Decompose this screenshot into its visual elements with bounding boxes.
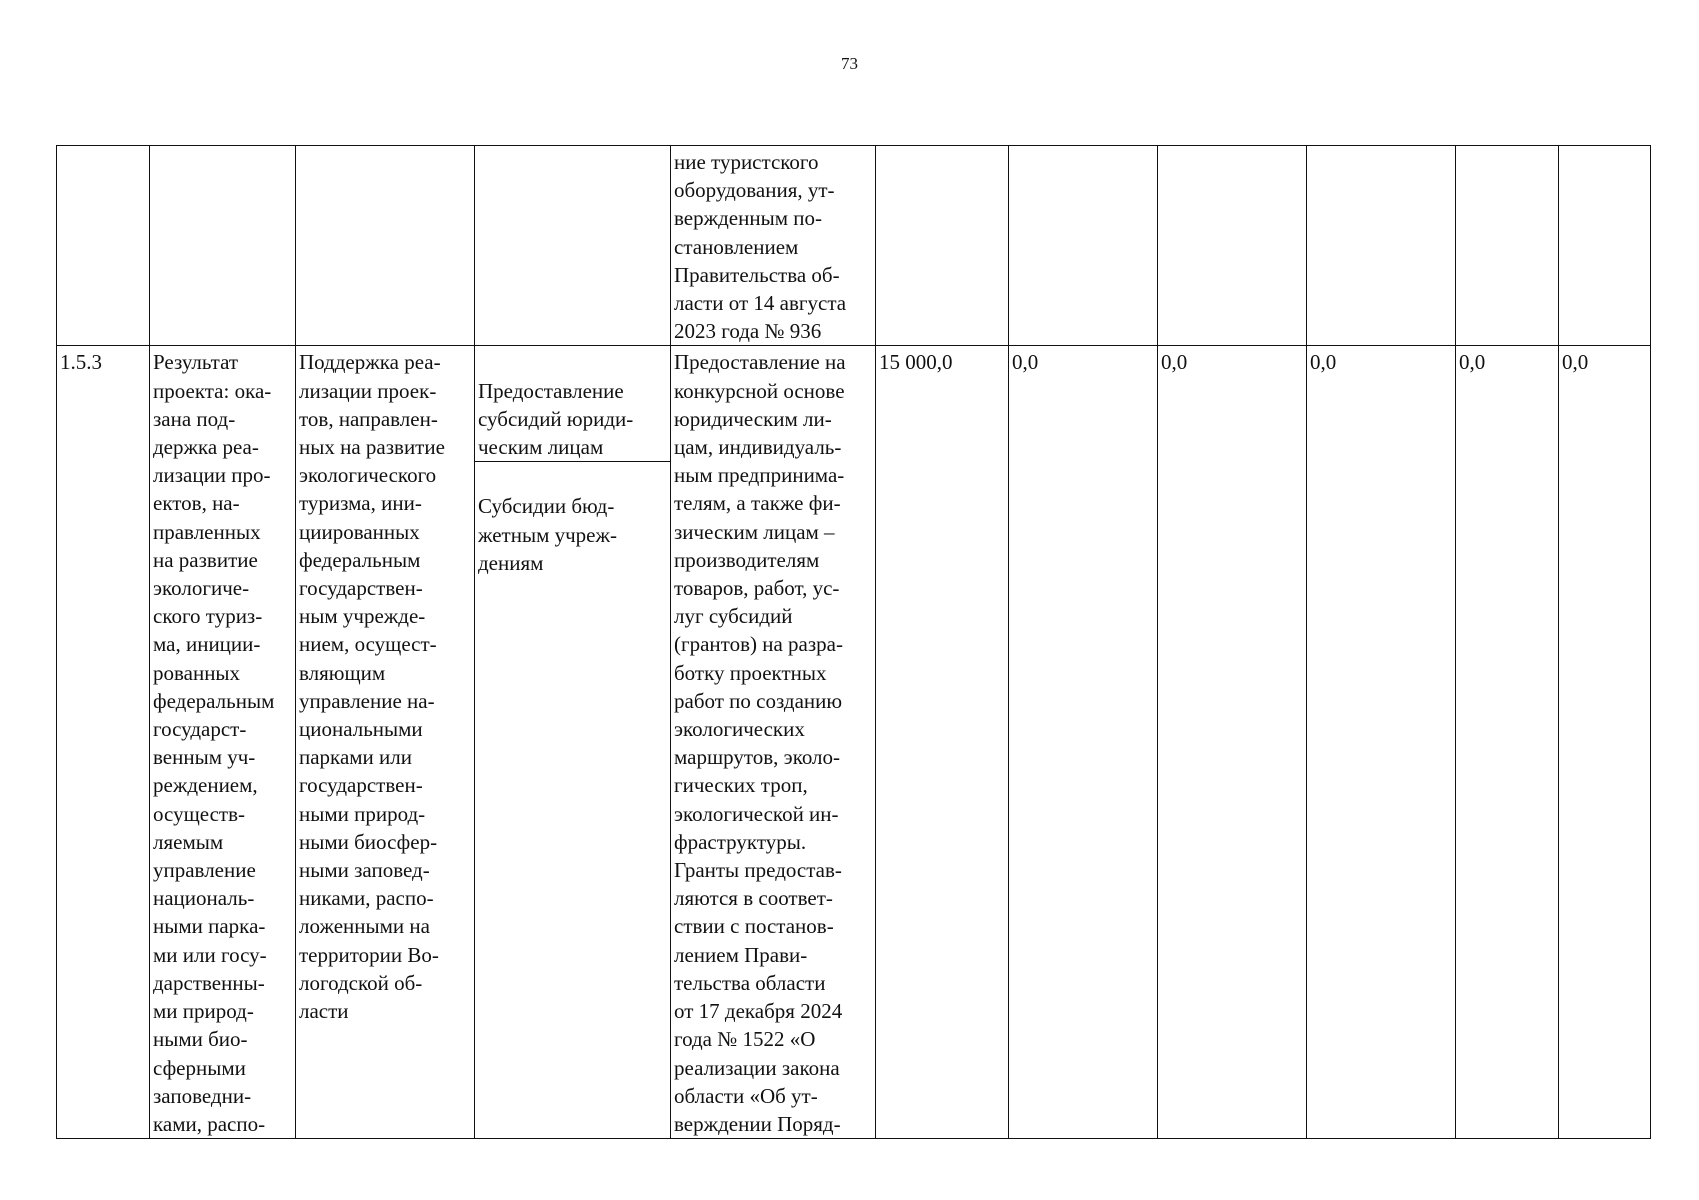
- expense-type-budget-institutions: Субсидии бюд- жетным учреж- дениям: [478, 494, 618, 575]
- expense-type-legal-entities: Предоставление субсидий юриди- ческим лицам: [475, 375, 670, 463]
- cell-value-5: 0,0: [1456, 346, 1559, 1139]
- table-row-continued: [57, 146, 1651, 346]
- cell-event: Поддержка реа- лизации проек- тов, направлен- ных на развитие экологического туризма, ини- циированных федеральным государствен- ным учрежде- нием, осущест- вляющим управление на- циональными парками или государствен- ными природ- ными биосфер- ными заповед- никами, распо- ложенными на территории Во- логодской об- ласти: [296, 346, 475, 1139]
- cell-value-6: 0,0: [1559, 346, 1651, 1139]
- cell-empty: [296, 146, 475, 346]
- cell-value-2: 0,0: [1009, 346, 1158, 1139]
- cell-empty: [876, 146, 1009, 346]
- cell-value-4: 0,0: [1307, 346, 1456, 1139]
- cell-empty: [1307, 146, 1456, 346]
- cell-description-continued: ние туристского оборудования, ут- вержденным по- становлением Правительства об- ласти от 14 августа 2023 года № 936: [671, 146, 876, 346]
- cell-empty: [475, 146, 671, 346]
- table-row: [57, 346, 1651, 1139]
- cell-value-3: 0,0: [1158, 346, 1307, 1139]
- cell-value-1: 15 000,0: [876, 346, 1009, 1139]
- cell-empty: [150, 146, 296, 346]
- cell-empty: [1009, 146, 1158, 346]
- cell-empty: [57, 146, 150, 346]
- page-number: 73: [841, 54, 858, 73]
- cell-expense-type: [475, 346, 671, 1139]
- cell-row-number: 1.5.3: [57, 346, 150, 1139]
- program-table: [56, 145, 1651, 1139]
- cell-result: Результат проекта: ока- зана под- держка реа- лизации про- ектов, на- правленных на развитие экологиче- ского туриз- ма, иниции- рованных федеральным государст- венным уч- реждением, осуществ- ляемым управление националь- ными парка- ми или госу- дарственны- ми природ- ными био- сферными заповедни- ками, распо-: [150, 346, 296, 1139]
- cell-description: Предоставление на конкурсной основе юридическим ли- цам, индивидуаль- ным предпринима- телям, а также фи- зическим лицам – производителям товаров, работ, ус- луг субсидий (грантов) на разра- ботку проектных работ по созданию экологических маршрутов, эколо- гических троп, экологической ин- фраструктуры. Гранты предостав- ляются в соответ- ствии с постанов- лением Прави- тельства области от 17 декабря 2024 года № 1522 «О реализации закона области «Об ут- верждении Поряд-: [671, 346, 876, 1139]
- cell-empty: [1559, 146, 1651, 346]
- cell-empty: [1158, 146, 1307, 346]
- cell-empty: [1456, 146, 1559, 346]
